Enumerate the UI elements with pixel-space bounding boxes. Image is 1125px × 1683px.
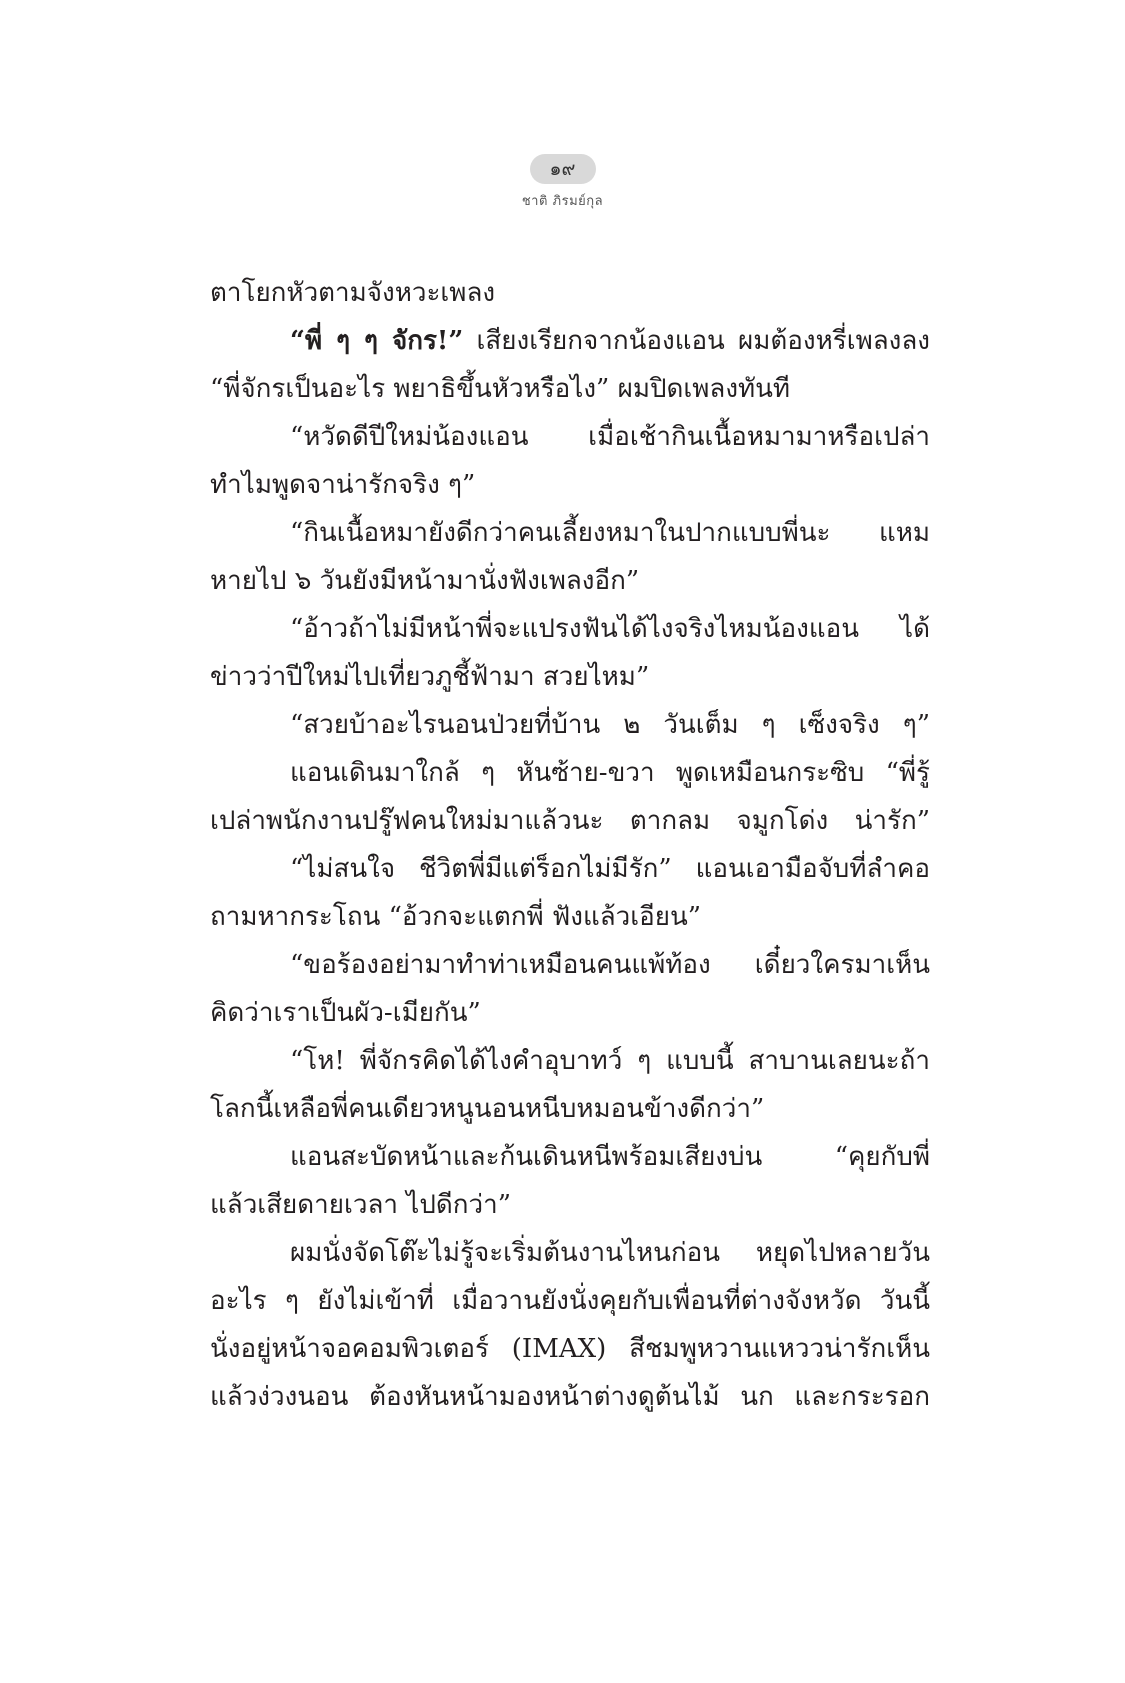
body-text	[210, 269, 930, 1421]
text-line	[210, 797, 930, 845]
line-text: “อ้าวถ้าไม่มีหน้าพี่จะแปรงฟันได้ไงจริงไหมน้องแอน ได้	[290, 614, 930, 644]
line-text: “สวยบ้าอะไรนอนป่วยที่บ้าน ๒ วันเต็ม ๆ เซ็งจริง ๆ”	[290, 710, 930, 740]
line-text: เสียงเรียกจากน้องแอน ผมต้องหรี่เพลงลง	[463, 326, 930, 356]
line-text: ทำไมพูดจาน่ารักจริง ๆ”	[210, 470, 476, 500]
line-text: นั่งอยู่หน้าจอคอมพิวเตอร์ (IMAX) สีชมพูหวานแหววน่ารักเห็น	[210, 1334, 930, 1364]
line-text: หายไป ๖ วันยังมีหน้ามานั่งฟังเพลงอีก”	[210, 566, 640, 596]
page-number: ๑๙	[530, 154, 596, 184]
text-line	[210, 989, 930, 1037]
bold-dialogue: “พี่ ๆ ๆ จักร!”	[290, 326, 464, 356]
text-line	[210, 1373, 930, 1421]
text-line	[210, 365, 930, 413]
text-line	[210, 701, 930, 749]
text-line	[210, 845, 930, 893]
line-text: ผมนั่งจัดโต๊ะไม่รู้จะเริ่มต้นงานไหนก่อน หยุดไปหลายวัน	[290, 1238, 930, 1268]
text-line	[210, 1325, 930, 1373]
text-line	[210, 413, 930, 461]
text-line	[210, 653, 930, 701]
text-line	[210, 1133, 930, 1181]
line-text: เปล่าพนักงานปรู๊ฟคนใหม่มาแล้วนะ ตากลม จมูกโด่ง น่ารัก”	[210, 806, 930, 836]
line-text: แอนสะบัดหน้าและก้นเดินหนีพร้อมเสียงบ่น “คุยกับพี่	[290, 1142, 930, 1172]
text-line	[210, 893, 930, 941]
text-line	[210, 1181, 930, 1229]
page-header	[0, 154, 1125, 211]
text-line	[210, 461, 930, 509]
line-text: ถามหากระโถน “อ้วกจะแตกพี่ ฟังแล้วเอียน”	[210, 902, 702, 932]
text-line	[210, 509, 930, 557]
line-text: โลกนี้เหลือพี่คนเดียวหนูนอนหนีบหมอนข้างดีกว่า”	[210, 1094, 765, 1124]
text-line	[210, 941, 930, 989]
line-text: แล้วง่วงนอน ต้องหันหน้ามองหน้าต่างดูต้นไม้ นก และกระรอก	[210, 1382, 930, 1412]
line-text: แอนเดินมาใกล้ ๆ หันซ้าย-ขวา พูดเหมือนกระซิบ “พี่รู้	[290, 758, 930, 788]
line-text: แล้วเสียดายเวลา ไปดีกว่า”	[210, 1190, 511, 1220]
text-line	[210, 269, 930, 317]
text-line	[210, 1085, 930, 1133]
line-text: “หวัดดีปีใหม่น้องแอน เมื่อเช้ากินเนื้อหมามาหรือเปล่า	[290, 422, 930, 452]
line-text: “ไม่สนใจ ชีวิตพี่มีแต่ร็อกไม่มีรัก” แอนเอามือจับที่ลำคอ	[290, 854, 930, 884]
line-text: ตาโยกหัวตามจังหวะเพลง	[210, 278, 496, 308]
line-text: “กินเนื้อหมายังดีกว่าคนเลี้ยงหมาในปากแบบพี่นะ แหม	[290, 518, 930, 548]
text-line	[210, 1277, 930, 1325]
line-text: “ขอร้องอย่ามาทำท่าเหมือนคนแพ้ท้อง เดี๋ยวใครมาเห็น	[290, 950, 930, 980]
text-line	[210, 557, 930, 605]
running-head-author: ชาติ ภิรมย์กุล	[521, 194, 604, 209]
text-line	[210, 1229, 930, 1277]
line-text: คิดว่าเราเป็นผัว-เมียกัน”	[210, 998, 481, 1028]
line-text: อะไร ๆ ยังไม่เข้าที่ เมื่อวานยังนั่งคุยกับเพื่อนที่ต่างจังหวัด วันนี้	[210, 1286, 930, 1316]
line-text: “โห! พี่จักรคิดได้ไงคำอุบาทว์ ๆ แบบนี้ สาบานเลยนะถ้า	[290, 1046, 930, 1076]
text-line	[210, 1037, 930, 1085]
text-line	[210, 317, 930, 365]
text-line	[210, 605, 930, 653]
line-text: “พี่จักรเป็นอะไร พยาธิขึ้นหัวหรือไง” ผมปิดเพลงทันที	[210, 374, 791, 404]
text-line	[210, 749, 930, 797]
line-text: ข่าวว่าปีใหม่ไปเที่ยวภูชี้ฟ้ามา สวยไหม”	[210, 662, 650, 692]
